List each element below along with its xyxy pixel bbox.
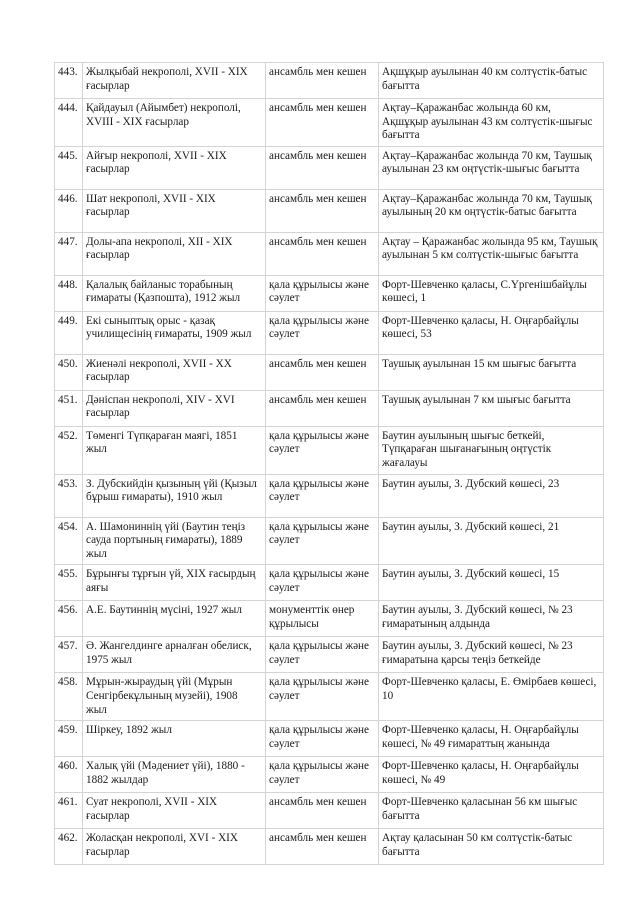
monument-type: қала құрылысы және сәулет bbox=[266, 275, 379, 311]
monument-location: Баутин ауылы, З. Дубский көшесі, № 23 ғимаратының алдында bbox=[379, 601, 604, 637]
row-number: 452. bbox=[55, 426, 83, 474]
table-row bbox=[55, 146, 604, 189]
row-number: 453. bbox=[55, 474, 83, 517]
monument-location: Баутин ауылы, З. Дубский көшесі, № 23 ғимаратына қарсы теңіз беткейде bbox=[379, 637, 604, 673]
table-row bbox=[55, 390, 604, 426]
row-number: 461. bbox=[55, 793, 83, 829]
row-number: 457. bbox=[55, 637, 83, 673]
monument-name: Екі сыныптық орыс - қазақ училищесінің ғимараты, 1909 жыл bbox=[83, 311, 266, 354]
monument-name: Төменгі Түпқараған маягі, 1851 жыл bbox=[83, 426, 266, 474]
row-number: 443. bbox=[55, 63, 83, 99]
monument-name: Ә. Жангелдинге арналған обелиск, 1975 жыл bbox=[83, 637, 266, 673]
monument-type: ансамбль мен кешен bbox=[266, 99, 379, 147]
monuments-table bbox=[54, 62, 604, 865]
table-row bbox=[55, 565, 604, 601]
monument-name: Жиенәлі некрополі, XVII - XX ғасырлар bbox=[83, 354, 266, 390]
table-row bbox=[55, 275, 604, 311]
monument-type: қала құрылысы және сәулет bbox=[266, 565, 379, 601]
row-number: 449. bbox=[55, 311, 83, 354]
monument-name: Жоласқан некрополі, XVI - XIX ғасырлар bbox=[83, 829, 266, 865]
monument-type: ансамбль мен кешен bbox=[266, 390, 379, 426]
monument-type: қала құрылысы және сәулет bbox=[266, 311, 379, 354]
monument-type: ансамбль мен кешен bbox=[266, 354, 379, 390]
monument-name: Бұрынғы тұрғын үй, XIX ғасырдың аяғы bbox=[83, 565, 266, 601]
monument-type: қала құрылысы және сәулет bbox=[266, 637, 379, 673]
monument-location: Форт-Шевченко қаласы, Н. Оңғарбайұлы көшесі, 53 bbox=[379, 311, 604, 354]
monument-name: Жылқыбай некрополі, XVII - XIX ғасырлар bbox=[83, 63, 266, 99]
monument-type: қала құрылысы және сәулет bbox=[266, 474, 379, 517]
monument-name: Шат некрополі, XVII - XIX ғасырлар bbox=[83, 189, 266, 232]
monument-name: А. Шамониннің үйі (Баутин теңіз сауда портының ғимараты), 1889 жыл bbox=[83, 517, 266, 565]
monument-location: Форт-Шевченко қаласы, С.Үргенішбайұлы көшесі, 1 bbox=[379, 275, 604, 311]
monument-location: Ақтау – Қаражанбас жолында 95 км, Таушық ауылынан 5 км солтүстік-шығыс бағытта bbox=[379, 232, 604, 275]
table-row bbox=[55, 354, 604, 390]
row-number: 450. bbox=[55, 354, 83, 390]
row-number: 444. bbox=[55, 99, 83, 147]
table-row bbox=[55, 793, 604, 829]
table-row bbox=[55, 673, 604, 721]
monument-location: Баутин ауылы, З. Дубский көшесі, 23 bbox=[379, 474, 604, 517]
monument-type: ансамбль мен кешен bbox=[266, 63, 379, 99]
table-row bbox=[55, 637, 604, 673]
monument-name: З. Дубскийдін қызының үйі (Қызыл бұрыш ғимараты), 1910 жыл bbox=[83, 474, 266, 517]
row-number: 448. bbox=[55, 275, 83, 311]
monument-type: қала құрылысы және сәулет bbox=[266, 426, 379, 474]
monument-type: ансамбль мен кешен bbox=[266, 146, 379, 189]
monument-location: Ақтау–Қаражанбас жолында 70 км, Таушық ауылынан 23 км оңтүстік-шығыс бағытта bbox=[379, 146, 604, 189]
monument-location: Форт-Шевченко қаласы, Н. Оңғарбайұлы көшесі, № 49 ғимараттың жанында bbox=[379, 721, 604, 757]
table-row bbox=[55, 474, 604, 517]
table-row bbox=[55, 517, 604, 565]
monument-location: Таушық ауылынан 7 км шығыс бағытта bbox=[379, 390, 604, 426]
monument-type: қала құрылысы және сәулет bbox=[266, 757, 379, 793]
row-number: 455. bbox=[55, 565, 83, 601]
monument-name: Долы-апа некрополі, XII - XIX ғасырлар bbox=[83, 232, 266, 275]
monument-location: Форт-Шевченко қаласы, Е. Өмірбаев көшесі, 10 bbox=[379, 673, 604, 721]
monument-type: ансамбль мен кешен bbox=[266, 793, 379, 829]
monument-location: Баутин ауылы, З. Дубский көшесі, 15 bbox=[379, 565, 604, 601]
monument-location: Ақтау–Қаражанбас жолында 60 км, Ақшұқыр ауылынан 43 км солтүстік-шығыс бағытта bbox=[379, 99, 604, 147]
row-number: 459. bbox=[55, 721, 83, 757]
table-row bbox=[55, 232, 604, 275]
monument-type: қала құрылысы және сәулет bbox=[266, 673, 379, 721]
table-row bbox=[55, 829, 604, 865]
monuments-table-body bbox=[55, 63, 604, 865]
row-number: 454. bbox=[55, 517, 83, 565]
monument-name: Халық үйі (Мәдениет үйі), 1880 - 1882 жылдар bbox=[83, 757, 266, 793]
table-row bbox=[55, 311, 604, 354]
table-row bbox=[55, 189, 604, 232]
monument-name: Қалалық байланыс торабының ғимараты (Қазпошта), 1912 жыл bbox=[83, 275, 266, 311]
monument-location: Ақтау қаласынан 50 км солтүстік-батыс бағытта bbox=[379, 829, 604, 865]
monument-name: Қайдауыл (Айымбет) некрополі, XVIII - XIX ғасырлар bbox=[83, 99, 266, 147]
monument-name: Шіркеу, 1892 жыл bbox=[83, 721, 266, 757]
monument-type: ансамбль мен кешен bbox=[266, 189, 379, 232]
monument-type: қала құрылысы және сәулет bbox=[266, 517, 379, 565]
monument-name: Дәніспан некрополі, XIV - XVI ғасырлар bbox=[83, 390, 266, 426]
row-number: 462. bbox=[55, 829, 83, 865]
monument-type: ансамбль мен кешен bbox=[266, 829, 379, 865]
table-row bbox=[55, 757, 604, 793]
row-number: 447. bbox=[55, 232, 83, 275]
monument-type: ансамбль мен кешен bbox=[266, 232, 379, 275]
monument-type: монументтік өнер құрылысы bbox=[266, 601, 379, 637]
monument-location: Ақтау–Қаражанбас жолында 70 км, Таушық ауылының 20 км оңтүстік-батыс бағытта bbox=[379, 189, 604, 232]
table-row bbox=[55, 601, 604, 637]
table-row bbox=[55, 721, 604, 757]
row-number: 445. bbox=[55, 146, 83, 189]
row-number: 456. bbox=[55, 601, 83, 637]
row-number: 458. bbox=[55, 673, 83, 721]
table-row bbox=[55, 63, 604, 99]
monument-type: қала құрылысы және сәулет bbox=[266, 721, 379, 757]
monument-location: Форт-Шевченко қаласынан 56 км шығыс бағытта bbox=[379, 793, 604, 829]
monument-name: Мұрын-жыраудың үйі (Мұрын Сенгірбекұлының музейі), 1908 жыл bbox=[83, 673, 266, 721]
monument-location: Ақшұқыр ауылынан 40 км солтүстік-батыс бағытта bbox=[379, 63, 604, 99]
row-number: 460. bbox=[55, 757, 83, 793]
monument-name: А.Е. Баутиннің мүсіні, 1927 жыл bbox=[83, 601, 266, 637]
table-row bbox=[55, 426, 604, 474]
monument-name: Айғыр некрополі, XVII - XIX ғасырлар bbox=[83, 146, 266, 189]
row-number: 451. bbox=[55, 390, 83, 426]
monument-location: Баутин ауылының шығыс беткейі, Түпқараған шығанағының оңтүстік жағалауы bbox=[379, 426, 604, 474]
table-row bbox=[55, 99, 604, 147]
monument-location: Форт-Шевченко қаласы, Н. Оңғарбайұлы көшесі, № 49 bbox=[379, 757, 604, 793]
monument-location: Баутин ауылы, З. Дубский көшесі, 21 bbox=[379, 517, 604, 565]
row-number: 446. bbox=[55, 189, 83, 232]
monument-name: Суат некрополі, XVII - XIX ғасырлар bbox=[83, 793, 266, 829]
monument-location: Таушық ауылынан 15 км шығыс бағытта bbox=[379, 354, 604, 390]
